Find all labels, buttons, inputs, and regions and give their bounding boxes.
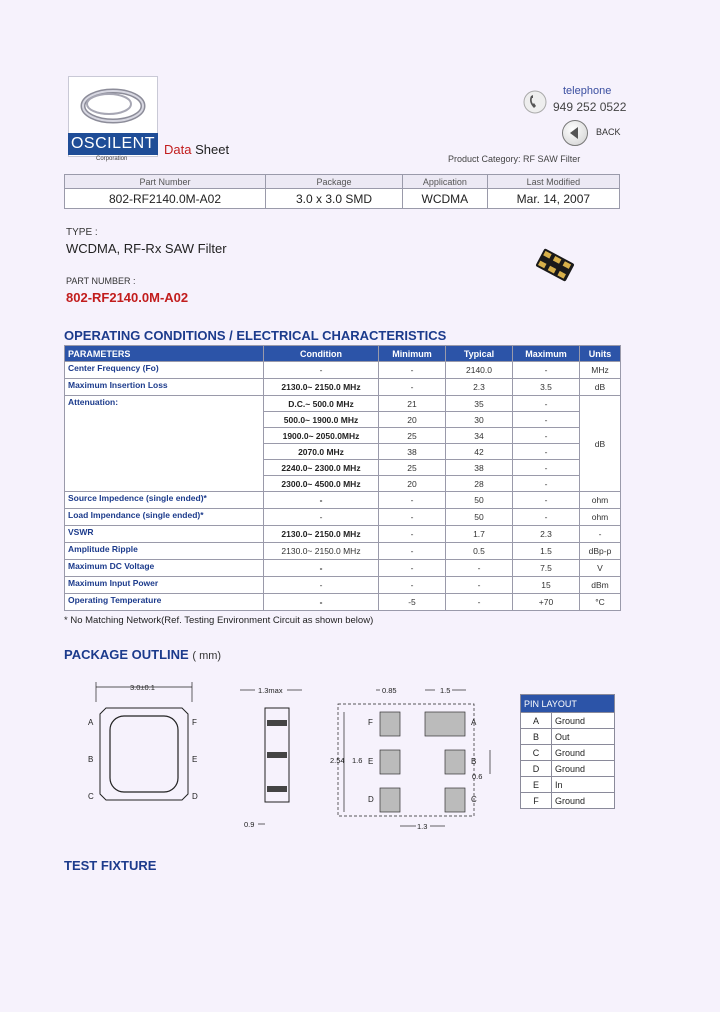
table-row <box>521 761 615 777</box>
cond-cell: - <box>264 560 379 577</box>
section-test-title: TEST FIXTURE <box>64 858 157 873</box>
product-category: Product Category: RF SAW Filter <box>448 154 581 164</box>
param-cell: Attenuation: <box>65 396 264 492</box>
pin-function: Ground <box>552 793 615 809</box>
specs-header: Minimum <box>379 346 446 362</box>
table-row <box>65 594 621 611</box>
pad-letter: D <box>368 795 374 804</box>
pin-function: Ground <box>552 761 615 777</box>
dim-top-width: 3.0±0.1 <box>130 683 155 692</box>
pin-function: In <box>552 777 615 793</box>
max-cell: - <box>513 362 580 379</box>
cond-cell: 2130.0~ 2150.0 MHz <box>264 526 379 543</box>
max-cell: - <box>513 444 580 460</box>
summary-header: Package <box>266 175 403 189</box>
telephone-label: telephone <box>563 85 612 97</box>
typ-cell: - <box>446 594 513 611</box>
typ-cell: 2140.0 <box>446 362 513 379</box>
pin-layout-title: PIN LAYOUT <box>521 695 615 713</box>
pad-letter: E <box>368 757 374 766</box>
dim-pad-small: 0.6 <box>472 772 483 781</box>
max-cell: - <box>513 428 580 444</box>
pad-letter: A <box>471 718 477 727</box>
pin-letter: D <box>192 792 198 801</box>
min-cell: - <box>379 526 446 543</box>
summary-table <box>64 174 620 209</box>
section-operating-title: OPERATING CONDITIONS / ELECTRICAL CHARACTERISTICS <box>64 328 447 343</box>
cond-cell: - <box>264 362 379 379</box>
pin-id: B <box>521 729 552 745</box>
param-cell: Maximum Input Power <box>65 577 264 594</box>
cond-cell: - <box>264 509 379 526</box>
section-package-title <box>64 647 221 662</box>
specs-header: PARAMETERS <box>65 346 264 362</box>
max-cell: - <box>513 476 580 492</box>
table-row <box>65 492 621 509</box>
cond-cell: - <box>264 577 379 594</box>
pin-id: C <box>521 745 552 761</box>
cond-cell: 2070.0 MHz <box>264 444 379 460</box>
section-package-unit: ( mm) <box>192 650 222 662</box>
max-cell: 2.3 <box>513 526 580 543</box>
datasheet-title <box>164 142 229 157</box>
unit-cell: dBm <box>580 577 621 594</box>
logo-subtitle: Corporation <box>96 156 128 162</box>
typ-cell: 1.7 <box>446 526 513 543</box>
dim-side-2: 1.6 <box>352 756 363 765</box>
summary-value: 3.0 x 3.0 SMD <box>266 189 403 209</box>
pin-id: F <box>521 793 552 809</box>
table-row <box>65 379 621 396</box>
package-outline-drawing <box>80 678 520 838</box>
dim-pitch-top: 1.5 <box>440 686 451 695</box>
min-cell: - <box>379 577 446 594</box>
back-arrow-icon[interactable] <box>562 120 588 146</box>
min-cell: - <box>379 560 446 577</box>
max-cell: 3.5 <box>513 379 580 396</box>
min-cell: 38 <box>379 444 446 460</box>
max-cell: 15 <box>513 577 580 594</box>
dim-pad-width: 0.85 <box>382 686 397 695</box>
typ-cell: 28 <box>446 476 513 492</box>
specs-table <box>64 345 621 611</box>
summary-value: WCDMA <box>402 189 487 209</box>
typ-cell: 50 <box>446 492 513 509</box>
table-row <box>65 509 621 526</box>
table-row <box>521 729 615 745</box>
pin-letter: B <box>88 755 94 764</box>
pin-letter: E <box>192 755 198 764</box>
specs-header: Units <box>580 346 621 362</box>
table-row <box>65 362 621 379</box>
summary-header: Application <box>402 175 487 189</box>
cond-cell: D.C.~ 500.0 MHz <box>264 396 379 412</box>
min-cell: -5 <box>379 594 446 611</box>
datasheet-word-b: Sheet <box>195 142 230 157</box>
typ-cell: 50 <box>446 509 513 526</box>
param-cell: Maximum Insertion Loss <box>65 379 264 396</box>
min-cell: - <box>379 379 446 396</box>
max-cell: +70 <box>513 594 580 611</box>
pin-id: E <box>521 777 552 793</box>
telephone-number[interactable]: 949 252 0522 <box>553 100 627 114</box>
pin-letter: A <box>88 718 94 727</box>
cond-cell: 2130.0~ 2150.0 MHz <box>264 543 379 560</box>
pad-letter: B <box>471 757 477 766</box>
table-row <box>521 793 615 809</box>
datasheet-word-a: Data <box>164 142 192 157</box>
max-cell: 7.5 <box>513 560 580 577</box>
specs-header: Typical <box>446 346 513 362</box>
summary-value: Mar. 14, 2007 <box>487 189 619 209</box>
pin-id: D <box>521 761 552 777</box>
specs-header: Maximum <box>513 346 580 362</box>
logo-wordmark: OSCILENT <box>68 133 158 155</box>
max-cell: - <box>513 492 580 509</box>
param-cell: Operating Temperature <box>65 594 264 611</box>
dim-side: 2.54 <box>330 756 345 765</box>
param-cell: Maximum DC Voltage <box>65 560 264 577</box>
min-cell: 25 <box>379 460 446 476</box>
cond-cell: - <box>264 594 379 611</box>
typ-cell: 0.5 <box>446 543 513 560</box>
min-cell: 21 <box>379 396 446 412</box>
max-cell: 1.5 <box>513 543 580 560</box>
typ-cell: 38 <box>446 460 513 476</box>
specs-header: Condition <box>264 346 379 362</box>
unit-cell: dB <box>580 379 621 396</box>
summary-value: 802-RF2140.0M-A02 <box>65 189 266 209</box>
cond-cell: 500.0~ 1900.0 MHz <box>264 412 379 428</box>
dim-bottom-pitch: 1.3 <box>417 822 428 831</box>
cond-cell: - <box>264 492 379 509</box>
unit-cell: °C <box>580 594 621 611</box>
table-row <box>521 713 615 729</box>
pin-layout-table <box>520 694 615 809</box>
summary-header: Part Number <box>65 175 266 189</box>
cond-cell: 2130.0~ 2150.0 MHz <box>264 379 379 396</box>
unit-cell: V <box>580 560 621 577</box>
min-cell: 25 <box>379 428 446 444</box>
param-cell: VSWR <box>65 526 264 543</box>
typ-cell: - <box>446 577 513 594</box>
unit-cell: dB <box>580 396 621 492</box>
max-cell: - <box>513 396 580 412</box>
unit-cell: dBp-p <box>580 543 621 560</box>
pin-letter: F <box>192 718 197 727</box>
pad-letter: F <box>368 718 373 727</box>
param-cell: Amplitude Ripple <box>65 543 264 560</box>
chip-photo-icon <box>530 247 580 288</box>
max-cell: - <box>513 509 580 526</box>
table-row <box>65 560 621 577</box>
typ-cell: 42 <box>446 444 513 460</box>
typ-cell: 35 <box>446 396 513 412</box>
unit-cell: MHz <box>580 362 621 379</box>
min-cell: - <box>379 492 446 509</box>
section-package-label: PACKAGE OUTLINE <box>64 647 189 662</box>
dim-height: 1.3max <box>258 686 283 695</box>
pin-function: Ground <box>552 713 615 729</box>
typ-cell: - <box>446 560 513 577</box>
unit-cell: ohm <box>580 509 621 526</box>
typ-cell: 34 <box>446 428 513 444</box>
pin-function: Ground <box>552 745 615 761</box>
table-row <box>521 745 615 761</box>
max-cell: - <box>513 460 580 476</box>
part-number-value: 802-RF2140.0M-A02 <box>66 290 189 305</box>
phone-icon <box>523 90 547 119</box>
typ-cell: 2.3 <box>446 379 513 396</box>
table-row <box>65 543 621 560</box>
cond-cell: 1900.0~ 2050.0MHz <box>264 428 379 444</box>
table-row <box>65 577 621 594</box>
type-value: WCDMA, RF-Rx SAW Filter <box>66 241 227 256</box>
min-cell: - <box>379 509 446 526</box>
param-cell: Load Impendance (single ended)* <box>65 509 264 526</box>
type-label: TYPE : <box>66 227 98 238</box>
back-link[interactable]: BACK <box>596 127 621 137</box>
summary-header: Last Modified <box>487 175 619 189</box>
min-cell: - <box>379 543 446 560</box>
param-cell: Source Impedence (single ended)* <box>65 492 264 509</box>
param-cell: Center Frequency (Fo) <box>65 362 264 379</box>
table-row <box>521 777 615 793</box>
cond-cell: 2300.0~ 4500.0 MHz <box>264 476 379 492</box>
table-row <box>65 526 621 543</box>
unit-cell: - <box>580 526 621 543</box>
footnote: * No Matching Network(Ref. Testing Environment Circuit as shown below) <box>64 615 374 626</box>
min-cell: - <box>379 362 446 379</box>
dim-bottom-left: 0.9 <box>244 820 255 829</box>
pin-letter: C <box>88 792 94 801</box>
part-number-label: PART NUMBER : <box>66 276 136 286</box>
table-row <box>65 396 621 412</box>
min-cell: 20 <box>379 412 446 428</box>
cond-cell: 2240.0~ 2300.0 MHz <box>264 460 379 476</box>
pad-letter: C <box>471 795 477 804</box>
pin-id: A <box>521 713 552 729</box>
max-cell: - <box>513 412 580 428</box>
pin-function: Out <box>552 729 615 745</box>
unit-cell: ohm <box>580 492 621 509</box>
typ-cell: 30 <box>446 412 513 428</box>
min-cell: 20 <box>379 476 446 492</box>
